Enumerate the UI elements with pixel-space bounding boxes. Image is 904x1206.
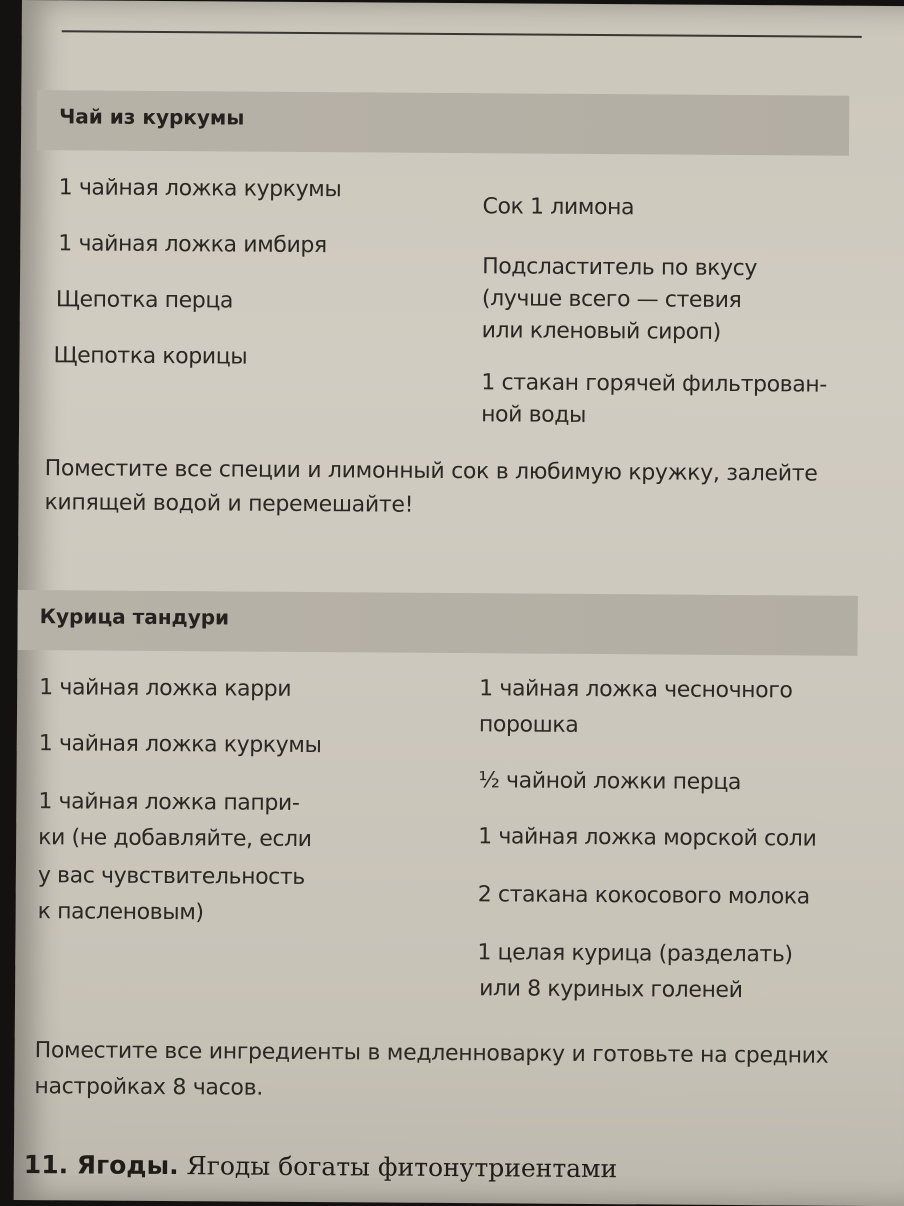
next-section-text (24, 1150, 618, 1183)
ingredient: к пасленовым) (37, 899, 204, 926)
ingredient: (лучше всего — стевия (481, 286, 742, 314)
instructions-line: кипящей водой и перемешайте! (44, 490, 414, 518)
ingredient: Щепотка перца (55, 287, 234, 314)
ingredient: ной воды (481, 402, 587, 428)
ingredient: ки (не добавляйте, если (38, 825, 312, 853)
top-rule (62, 30, 862, 38)
instructions-line: Поместите все ингредиенты в медленноварку и готовьте на средних (34, 1038, 829, 1069)
instructions-line: настройках 8 часов. (34, 1074, 264, 1101)
ingredient: или кленовый сироп) (481, 318, 721, 345)
ingredient: 1 чайная ложка чесночного (479, 676, 793, 704)
ingredient: или 8 куриных голеней (479, 976, 743, 1004)
recipe-title: Чай из куркумы (59, 104, 245, 130)
book-page (14, 0, 904, 1206)
ingredient: Подсластитель по вкусу (482, 254, 758, 282)
ingredient: 1 чайная ложка куркумы (58, 175, 342, 203)
section-number: 11. Ягоды. (23, 1150, 179, 1181)
recipe-header-tandoori-chicken (17, 590, 857, 656)
ingredient: 1 чайная ложка карри (39, 675, 292, 702)
ingredient: ½ чайной ложки перца (478, 768, 742, 796)
recipe-title: Курица тандури (39, 604, 230, 630)
ingredient: 1 чайная ложка имбиря (58, 231, 327, 259)
ingredient: 1 чайная ложка папри- (38, 789, 300, 816)
ingredient: у вас чувствительность (37, 863, 305, 890)
ingredient: 2 стакана кокосового молока (477, 882, 810, 910)
instructions-line: Поместите все специи и лимонный сок в любимую кружку, залейте (44, 456, 818, 487)
ingredient: Сок 1 лимона (482, 194, 635, 221)
ingredient: 1 целая курица (разделать) (477, 940, 793, 968)
recipe-header-turmeric-tea (37, 90, 849, 156)
ingredient: 1 стакан горячей фильтрован- (481, 370, 827, 398)
ingredient: 1 чайная ложка морской соли (478, 824, 817, 852)
ingredient: 1 чайная ложка куркумы (38, 731, 322, 759)
ingredient: Щепотка корицы (53, 343, 248, 370)
ingredient: порошка (478, 712, 579, 738)
section-text: Ягоды богаты фитонутриентами (178, 1151, 618, 1184)
